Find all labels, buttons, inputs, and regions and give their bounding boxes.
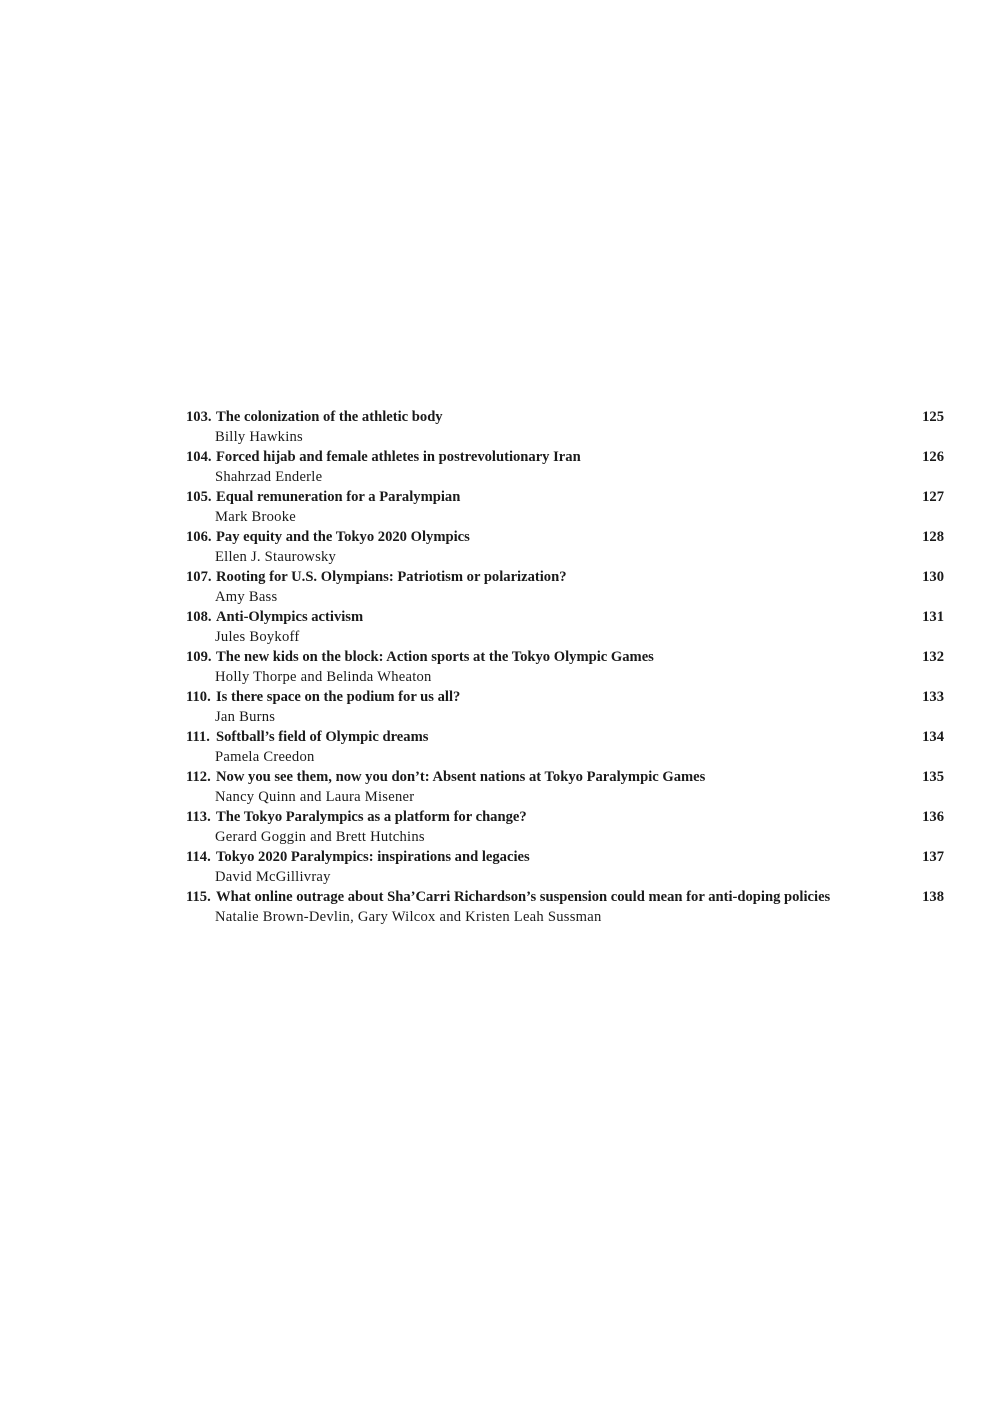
entry-title[interactable]: Rooting for U.S. Olympians: Patriotism or polarization? (216, 569, 567, 585)
toc-entry[interactable] (186, 727, 944, 767)
entry-title-line (186, 407, 944, 427)
entry-number: 111. (186, 729, 210, 745)
entry-title-line (186, 687, 944, 707)
entry-page-number: 125 (922, 409, 944, 425)
entry-title-line (186, 887, 944, 907)
entry-author: Jan Burns (215, 709, 276, 725)
entry-page-number: 135 (922, 769, 944, 785)
entry-number: 105. (186, 489, 212, 505)
entry-author: Billy Hawkins (215, 429, 303, 445)
entry-title-line (186, 487, 944, 507)
entry-author: Ellen J. Staurowsky (215, 549, 337, 565)
entry-title[interactable]: The new kids on the block: Action sports at the Tokyo Olympic Games (216, 649, 654, 665)
toc-entry[interactable] (186, 407, 944, 447)
entry-title-line (186, 527, 944, 547)
entry-page-number: 134 (922, 729, 944, 745)
entry-title[interactable]: Forced hijab and female athletes in postrevolutionary Iran (216, 449, 581, 465)
entry-title-line (186, 647, 944, 667)
entry-author: Mark Brooke (215, 509, 296, 525)
entry-author: Holly Thorpe and Belinda Wheaton (215, 669, 432, 685)
toc-entry[interactable] (186, 487, 944, 527)
entry-title[interactable]: Now you see them, now you don’t: Absent nations at Tokyo Paralympic Games (216, 769, 706, 785)
entry-title-line (186, 807, 944, 827)
entry-title[interactable]: Softball’s field of Olympic dreams (216, 729, 429, 745)
toc-entry[interactable] (186, 847, 944, 887)
entry-title-line (186, 447, 944, 467)
entry-title[interactable]: Is there space on the podium for us all? (216, 689, 461, 705)
entry-title[interactable]: Anti-Olympics activism (216, 609, 364, 625)
entry-number: 108. (186, 609, 212, 625)
table-of-contents (186, 407, 944, 927)
toc-entry[interactable] (186, 647, 944, 687)
toc-entry[interactable] (186, 687, 944, 727)
entry-page-number: 132 (922, 649, 944, 665)
toc-entry[interactable] (186, 607, 944, 647)
entry-author: Gerard Goggin and Brett Hutchins (215, 829, 425, 845)
entry-author: Jules Boykoff (215, 629, 300, 645)
entry-title[interactable]: Pay equity and the Tokyo 2020 Olympics (216, 529, 470, 545)
entry-title-line (186, 727, 944, 747)
entry-title[interactable]: The Tokyo Paralympics as a platform for change? (216, 809, 527, 825)
entry-number: 114. (186, 849, 211, 865)
entry-page-number: 138 (922, 889, 944, 905)
entry-page-number: 127 (922, 489, 944, 505)
toc-entry[interactable] (186, 567, 944, 607)
entry-page-number: 126 (922, 449, 944, 465)
toc-entry[interactable] (186, 807, 944, 847)
entry-author: David McGillivray (215, 869, 331, 885)
entry-page-number: 136 (922, 809, 944, 825)
entry-number: 109. (186, 649, 212, 665)
entry-number: 112. (186, 769, 211, 785)
toc-entry[interactable] (186, 447, 944, 487)
entry-author: Nancy Quinn and Laura Misener (215, 789, 415, 805)
toc-entry[interactable] (186, 887, 944, 927)
entry-number: 110. (186, 689, 211, 705)
toc-entry[interactable] (186, 527, 944, 567)
entry-page-number: 137 (922, 849, 944, 865)
entry-author: Amy Bass (215, 589, 278, 605)
entry-title-line (186, 567, 944, 587)
entry-author: Shahrzad Enderle (215, 469, 323, 485)
entry-number: 103. (186, 409, 212, 425)
entry-author: Pamela Creedon (215, 749, 315, 765)
entry-number: 107. (186, 569, 212, 585)
entry-title[interactable]: The colonization of the athletic body (216, 409, 443, 425)
entry-title[interactable]: Equal remuneration for a Paralympian (216, 489, 461, 505)
entry-title[interactable]: What online outrage about Sha’Carri Richardson’s suspension could mean for anti-doping policies (216, 889, 831, 905)
entry-page-number: 131 (922, 609, 944, 625)
entry-page-number: 130 (922, 569, 944, 585)
entry-number: 113. (186, 809, 211, 825)
entry-number: 115. (186, 889, 211, 905)
entry-title-line (186, 847, 944, 867)
toc-entry[interactable] (186, 767, 944, 807)
entry-title[interactable]: Tokyo 2020 Paralympics: inspirations and legacies (216, 849, 530, 865)
entry-page-number: 128 (922, 529, 944, 545)
entry-title-line (186, 607, 944, 627)
entry-author: Natalie Brown-Devlin, Gary Wilcox and Kristen Leah Sussman (215, 909, 602, 925)
entry-number: 104. (186, 449, 212, 465)
entry-number: 106. (186, 529, 212, 545)
entry-title-line (186, 767, 944, 787)
entry-page-number: 133 (922, 689, 944, 705)
